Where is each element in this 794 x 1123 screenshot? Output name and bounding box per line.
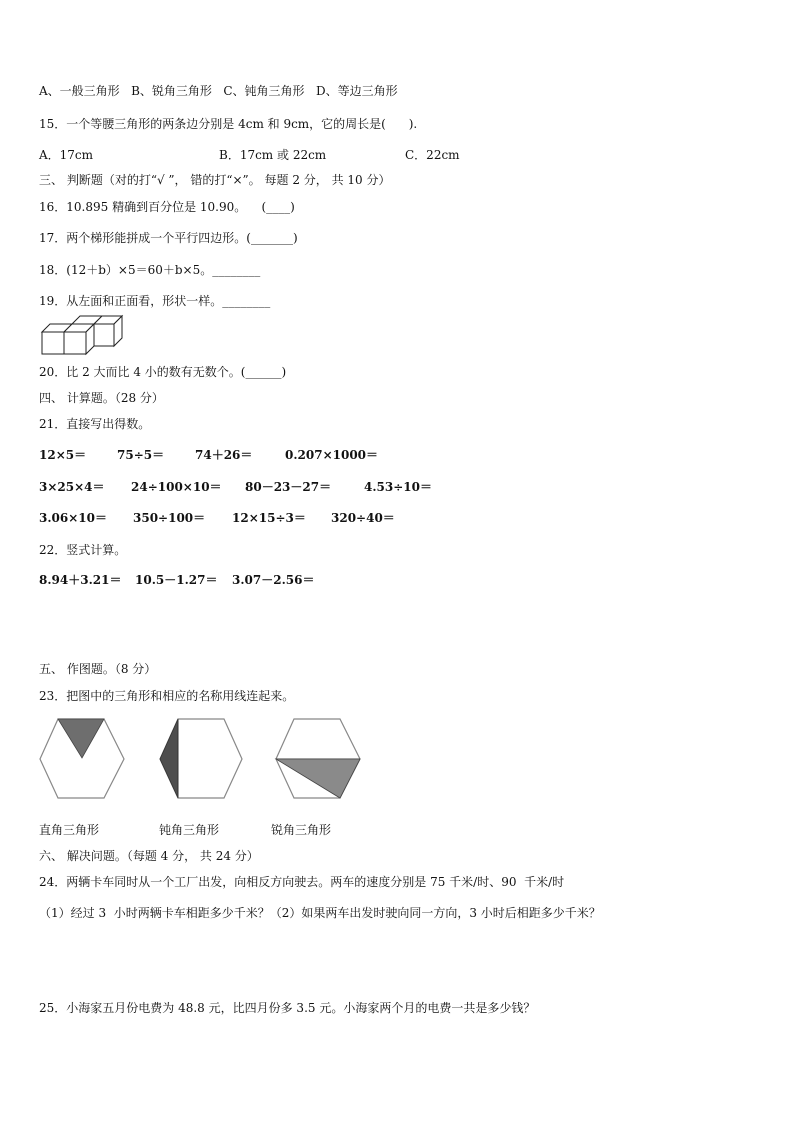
calc-item: 0.207×1000＝ (285, 448, 379, 462)
calc-item: 80－23－27＝ (245, 480, 332, 494)
q23-title: 23．把图中的三角形和相应的名称用线连起来。 (39, 689, 295, 703)
q22-items (39, 572, 315, 636)
calc-item: 350÷100＝ (133, 511, 206, 525)
q15-option-a: A．17cm (39, 148, 94, 162)
q14-options: A、一般三角形 B、锐角三角形 C、钝角三角形 D、等边三角形 (39, 84, 398, 98)
cube-stack-figure (40, 314, 125, 356)
hexagon-figures (38, 718, 368, 800)
calc-item: 3.06×10＝ (39, 511, 107, 525)
q19: 19．从左面和正面看，形状一样。________ (39, 294, 271, 308)
calc-item: 74＋26＝ (195, 448, 253, 462)
label-right-triangle: 直角三角形 (39, 823, 100, 837)
calc-item: 320÷40＝ (331, 511, 395, 525)
q24-line1: 24．两辆卡车同时从一个工厂出发，向相反方向驶去。两车的速度分别是 75 千米/时、90 千米/时 (39, 875, 565, 889)
section6-title: 六、 解决问题。（每题 4 分， 共 24 分） (39, 849, 259, 863)
q17: 17．两个梯形能拼成一个平行四边形。(_______) (39, 231, 298, 245)
q15-option-c: C．22cm (405, 148, 460, 162)
section5-title: 五、 作图题。（8 分） (39, 662, 157, 676)
calc-item: 24÷100×10＝ (131, 480, 222, 494)
q21-title: 21．直接写出得数。 (39, 417, 151, 431)
calc-item: 12×15÷3＝ (232, 511, 306, 525)
label-obtuse-triangle: 钝角三角形 (159, 823, 220, 837)
calc-item: 12×5＝ (39, 448, 87, 462)
q15-option-b: B．17cm 或 22cm (219, 148, 327, 162)
section3-title: 三、 判断题（对的打“√ ”， 错的打“×”。 每题 2 分， 共 10 分） (39, 173, 391, 187)
q22-item: 8.94＋3.21＝ (39, 573, 122, 587)
calc-item: 4.53÷10＝ (364, 480, 432, 494)
q18: 18．(12＋b）×5＝60＋b×5。________ (39, 263, 261, 277)
q15-question: 15．一个等腰三角形的两条边分别是 4cm 和 9cm，它的周长是( ). (39, 117, 418, 131)
q25: 25．小海家五月份电费为 48.8 元，比四月份多 3.5 元。小海家两个月的电费一共是多少钱？ (39, 1001, 536, 1015)
label-acute-triangle: 锐角三角形 (271, 823, 332, 837)
q22-title: 22．竖式计算。 (39, 543, 127, 557)
q20: 20．比 2 大而比 4 小的数有无数个。(______) (39, 365, 287, 379)
q22-item: 3.07－2.56＝ (232, 573, 315, 587)
q24-line2: （1）经过 3 小时两辆卡车相距多少千米？（2）如果两车出发时驶向同一方向，3 小时后相距多少千米？ (39, 906, 601, 920)
calc-item: 3×25×4＝ (39, 480, 105, 494)
calc-item: 75÷5＝ (117, 448, 165, 462)
q22-item: 10.5－1.27＝ (135, 573, 218, 587)
section4-title: 四、 计算题。（28 分） (39, 391, 164, 405)
q16: 16．10.895 精确到百分位是 10.90。 (____) (39, 200, 295, 214)
